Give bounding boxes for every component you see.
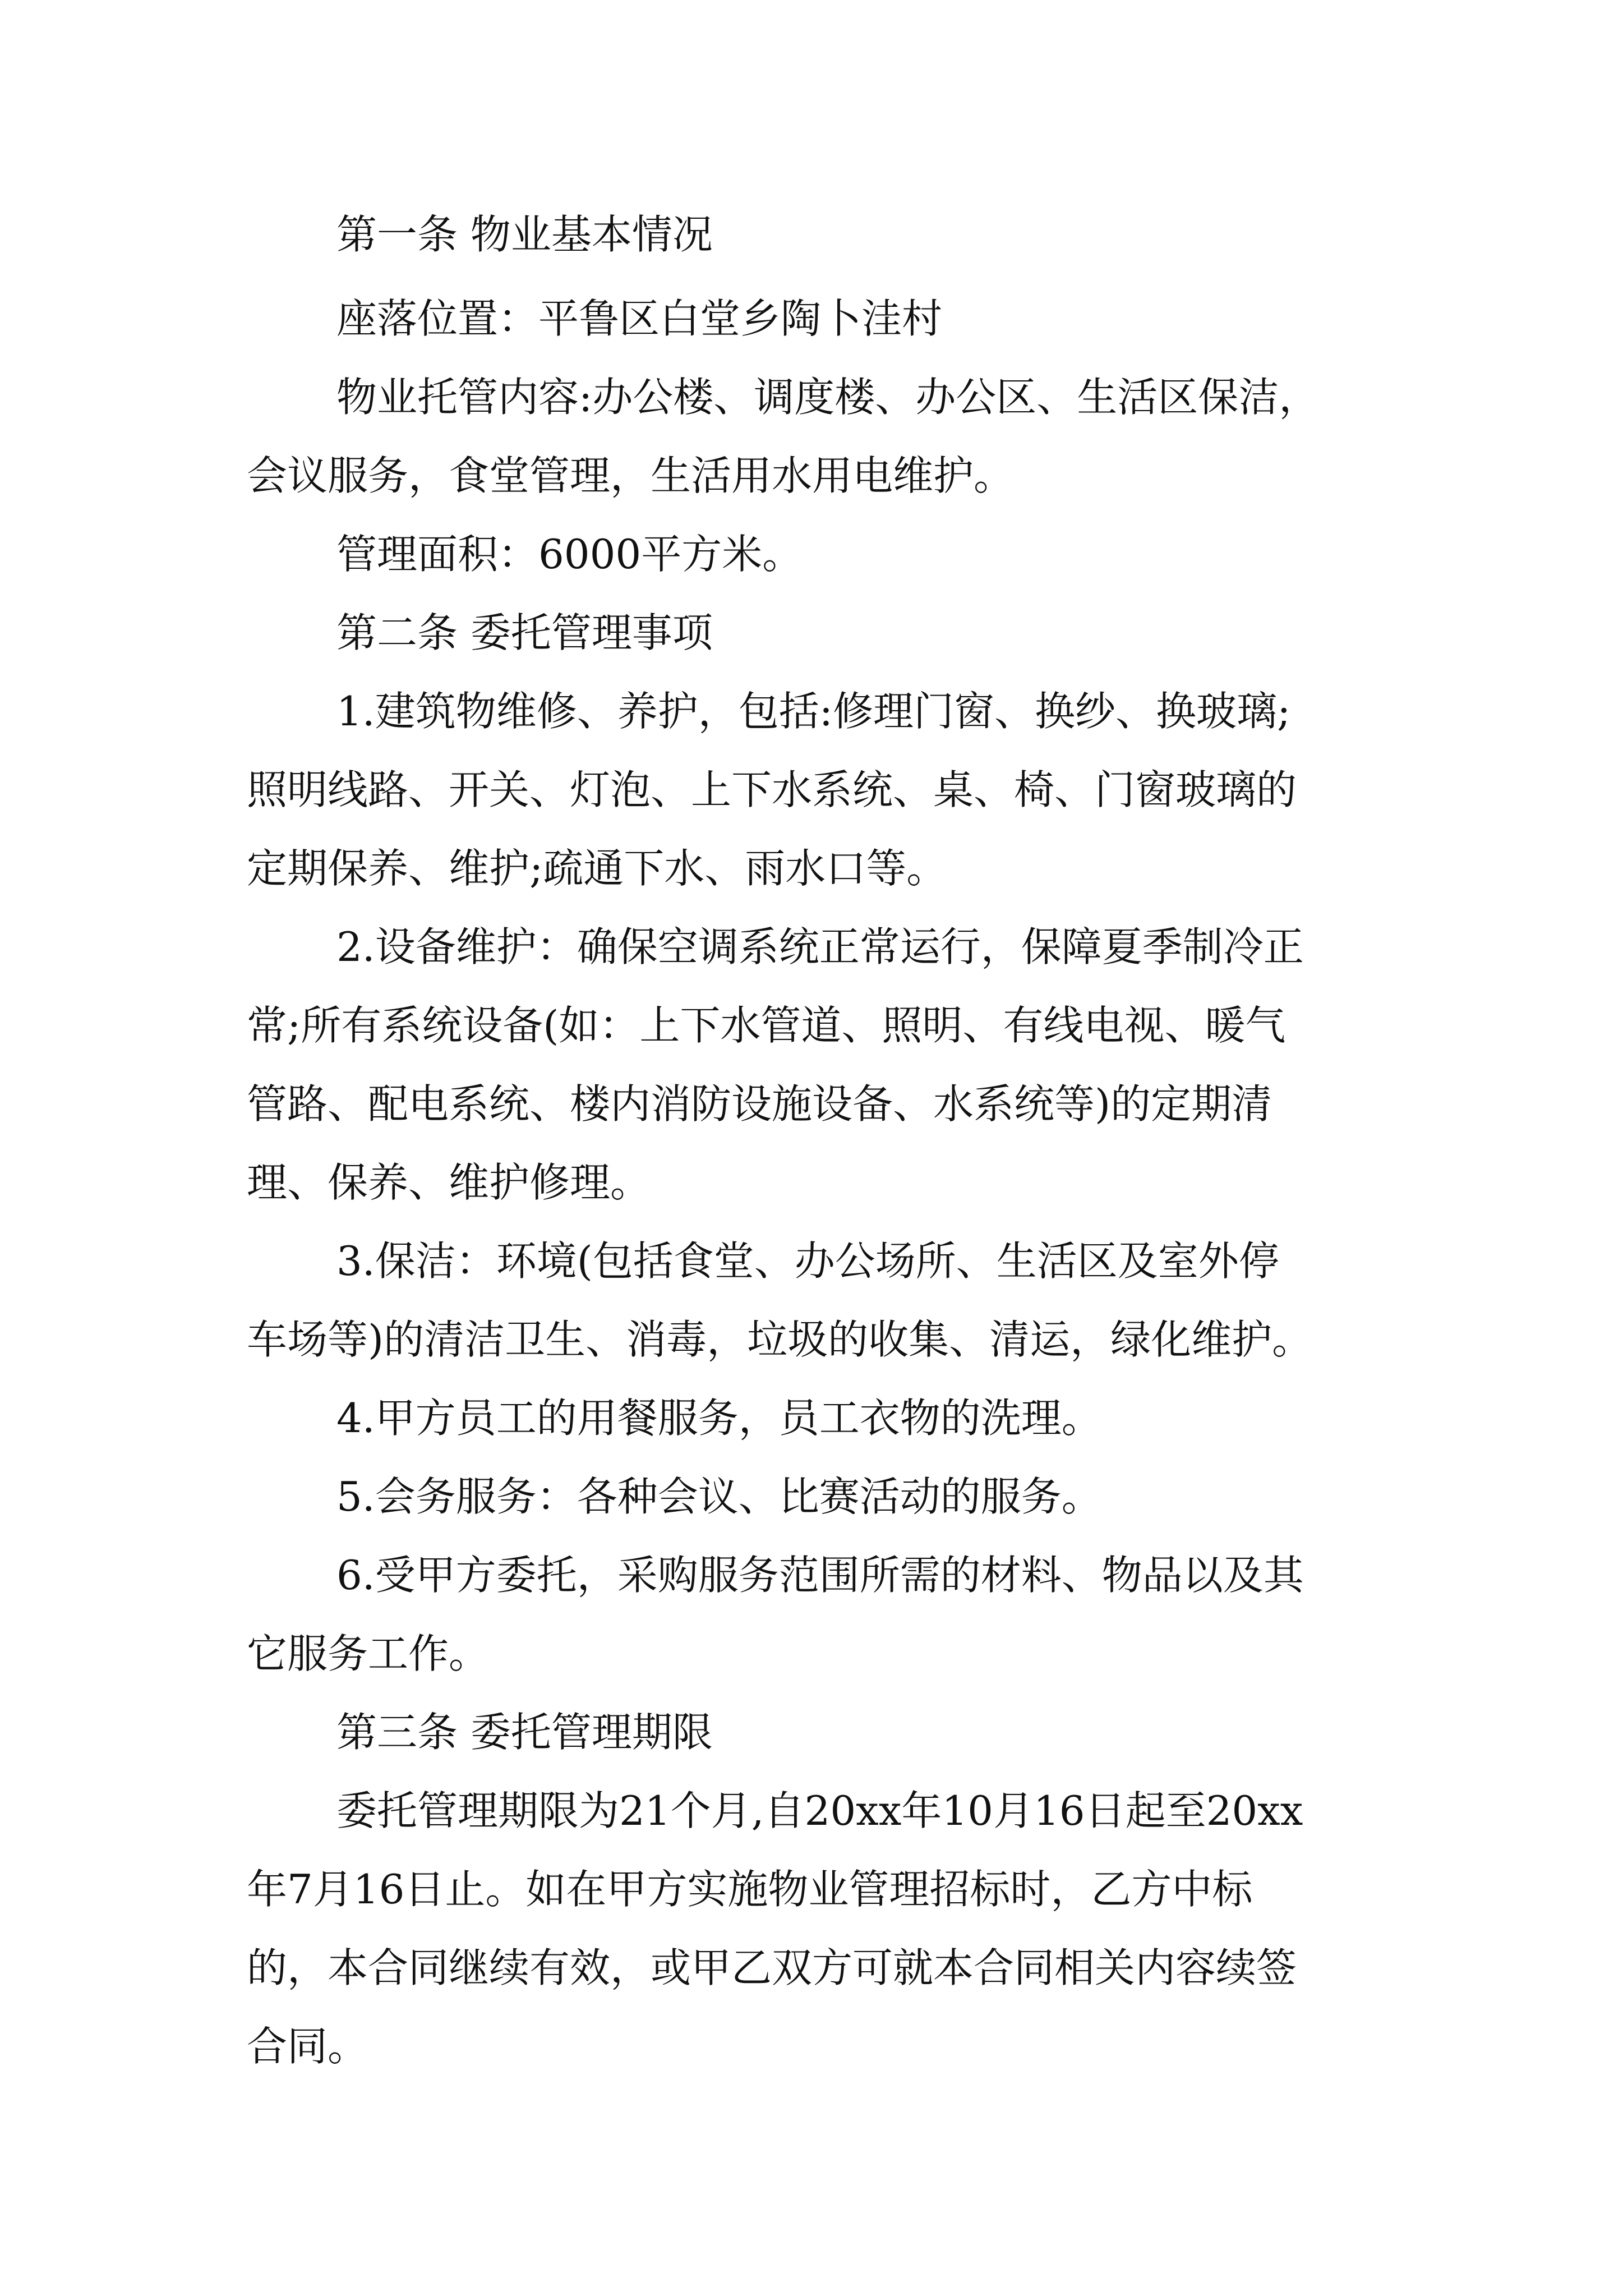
text-line: 座落位置：平鲁区白堂乡陶卜洼村	[336, 295, 943, 342]
text-line: 1.建筑物维修、养护，包括:修理门窗、换纱、换玻璃;	[336, 688, 1291, 735]
text-line: 会议服务，食堂管理，生活用水用电维护。	[247, 452, 1015, 499]
text-line: 5.会务服务：各种会议、比赛活动的服务。	[336, 1473, 1102, 1520]
text-line: 3.保洁：环境(包括食堂、办公场所、生活区及室外停	[336, 1237, 1279, 1285]
text-line: 物业托管内容:办公楼、调度楼、办公区、生活区保洁，	[336, 374, 1320, 421]
text-line: 车场等)的清洁卫生、消毒，垃圾的收集、清运，绿化维护。	[247, 1316, 1313, 1363]
text-line: 4.甲方员工的用餐服务，员工衣物的洗理。	[336, 1395, 1102, 1442]
text-line: 年7月16日止。如在甲方实施物业管理招标时，乙方中标	[247, 1866, 1253, 1913]
text-line: 委托管理期限为21个月,自20xx年10月16日起至20xx	[336, 1787, 1303, 1834]
text-line: 的，本合同继续有效，或甲乙双方可就本合同相关内容续签	[247, 1944, 1297, 1991]
text-line: 管路、配电系统、楼内消防设施设备、水系统等)的定期清	[247, 1080, 1272, 1128]
text-line: 常;所有系统设备(如：上下水管道、照明、有线电视、暖气	[247, 1002, 1286, 1049]
text-line: 它服务工作。	[247, 1630, 490, 1677]
text-line: 照明线路、开关、灯泡、上下水系统、桌、椅、门窗玻璃的	[247, 766, 1297, 813]
section-heading-1: 第一条 物业基本情况	[336, 211, 713, 258]
text-line: 6.受甲方委托，采购服务范围所需的材料、物品以及其	[336, 1552, 1304, 1599]
section-heading-3: 第三条 委托管理期限	[336, 1709, 713, 1756]
text-line: 理、保养、维护修理。	[247, 1159, 651, 1206]
text-line: 管理面积：6000平方米。	[336, 531, 803, 578]
text-line: 定期保养、维护;疏通下水、雨水口等。	[247, 845, 947, 892]
text-line: 2.设备维护：确保空调系统正常运行，保障夏季制冷正	[336, 923, 1304, 970]
section-heading-2: 第二条 委托管理事项	[336, 609, 713, 656]
text-line: 合同。	[247, 2023, 368, 2070]
